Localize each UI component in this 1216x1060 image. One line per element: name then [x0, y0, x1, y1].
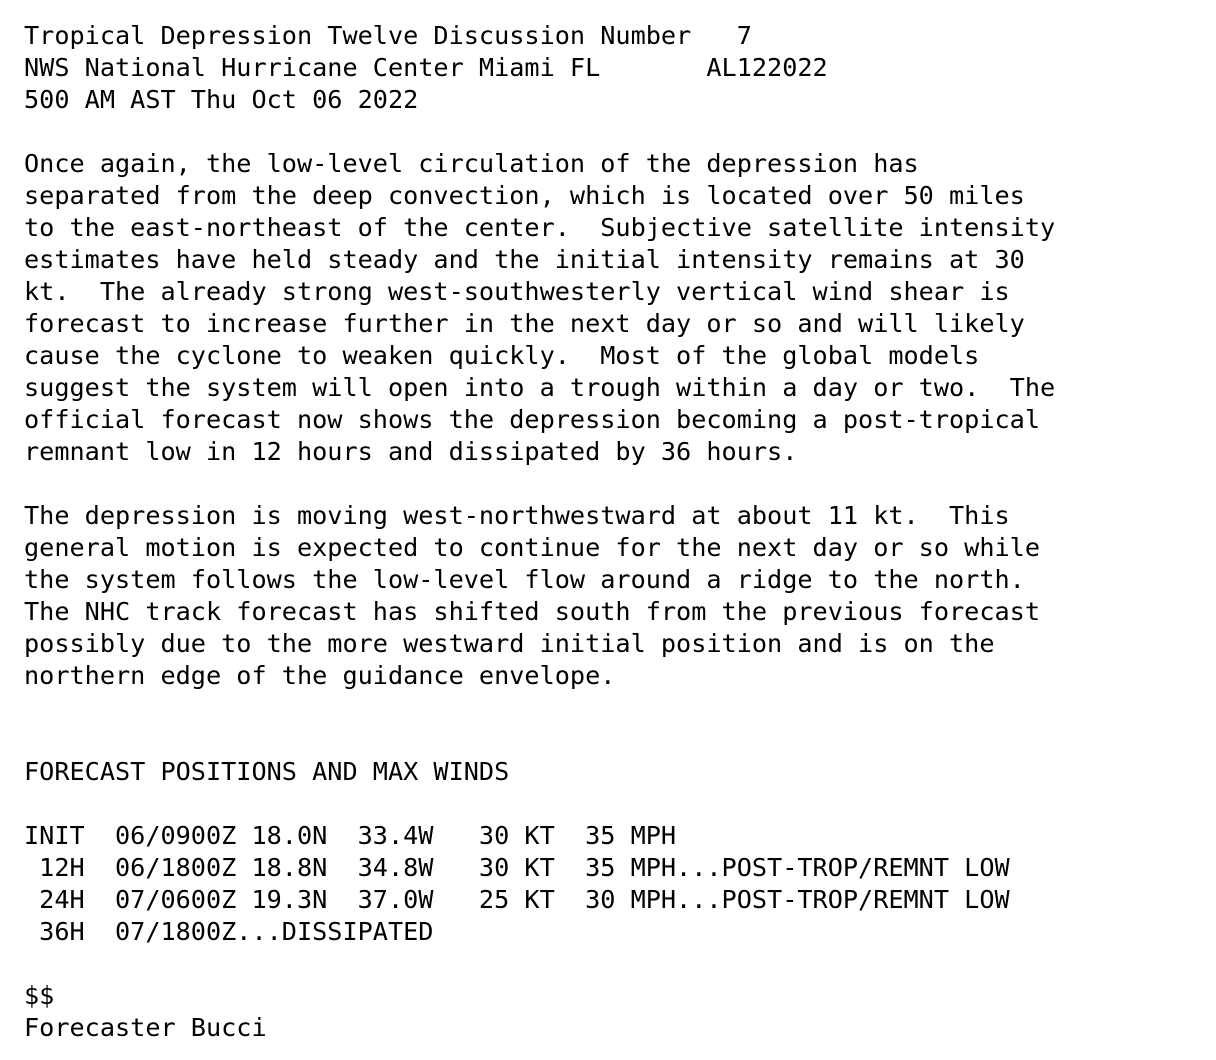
product-terminator: $$: [24, 981, 55, 1010]
paragraph-1-line: forecast to increase further in the next day or so and will likely: [24, 309, 1025, 338]
paragraph-1-line: suggest the system will open into a trough within a day or two. The: [24, 373, 1056, 402]
paragraph-1-line: remnant low in 12 hours and dissipated by 36 hours.: [24, 437, 798, 466]
paragraph-1-line: official forecast now shows the depression becoming a post-tropical: [24, 405, 1040, 434]
blank-line: [24, 788, 1216, 820]
forecast-row: 24H 07/0600Z 19.3N 37.0W 25 KT 30 MPH...POST-TROP/REMNT LOW: [24, 885, 1010, 914]
blank-line: [24, 948, 1216, 980]
paragraph-1-line: estimates have held steady and the initial intensity remains at 30: [24, 245, 1025, 274]
paragraph-2-line: The NHC track forecast has shifted south from the previous forecast: [24, 597, 1040, 626]
forecast-row: INIT 06/0900Z 18.0N 33.4W 30 KT 35 MPH: [24, 821, 677, 850]
paragraph-2-line: possibly due to the more westward initial position and is on the: [24, 629, 995, 658]
paragraph-1-line: Once again, the low-level circulation of the depression has: [24, 149, 919, 178]
forecast-row: 12H 06/1800Z 18.8N 34.8W 30 KT 35 MPH...POST-TROP/REMNT LOW: [24, 853, 1010, 882]
header-title: Tropical Depression Twelve Discussion Number 7: [24, 21, 752, 50]
header-office: NWS National Hurricane Center Miami FL AL122022: [24, 53, 828, 82]
paragraph-1-line: to the east-northeast of the center. Subjective satellite intensity: [24, 213, 1056, 242]
paragraph-1-line: separated from the deep convection, which is located over 50 miles: [24, 181, 1025, 210]
forecast-heading: FORECAST POSITIONS AND MAX WINDS: [24, 757, 510, 786]
forecaster-signature: Forecaster Bucci: [24, 1013, 267, 1042]
blank-line: [24, 692, 1216, 724]
forecast-row: 36H 07/1800Z...DISSIPATED: [24, 917, 434, 946]
paragraph-2-line: general motion is expected to continue for the next day or so while: [24, 533, 1040, 562]
paragraph-2-line: northern edge of the guidance envelope.: [24, 661, 616, 690]
blank-line: [24, 116, 1216, 148]
paragraph-2-line: The depression is moving west-northwestward at about 11 kt. This: [24, 501, 1010, 530]
paragraph-2-line: the system follows the low-level flow around a ridge to the north.: [24, 565, 1025, 594]
header-issued: 500 AM AST Thu Oct 06 2022: [24, 85, 419, 114]
paragraph-1-line: cause the cyclone to weaken quickly. Most of the global models: [24, 341, 980, 370]
blank-line: [24, 468, 1216, 500]
paragraph-1-line: kt. The already strong west-southwesterly vertical wind shear is: [24, 277, 1010, 306]
blank-line: [24, 724, 1216, 756]
